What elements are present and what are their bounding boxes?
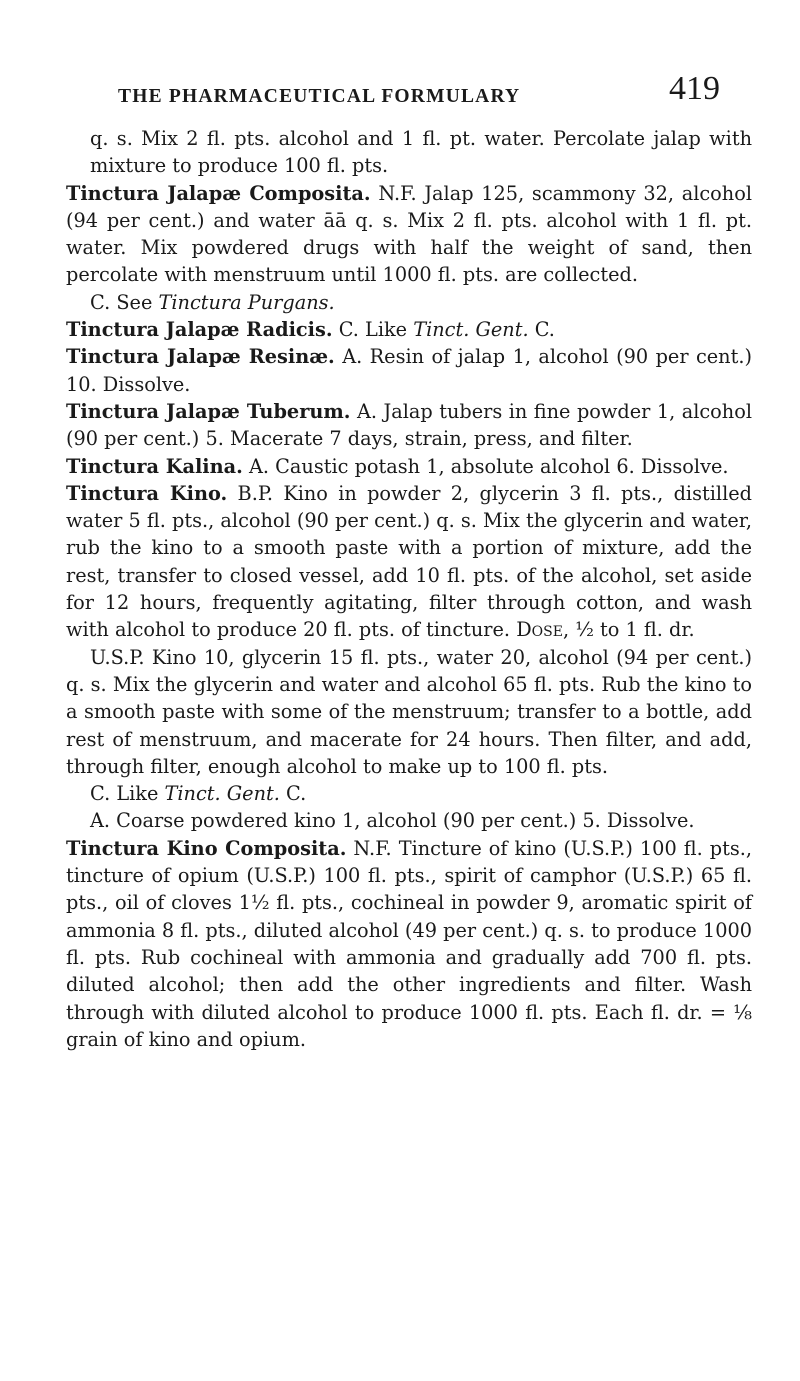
- entry-tinctura-kino-usp: [66, 644, 752, 780]
- entry-tinctura-kalina: [66, 453, 752, 480]
- entry-title: Tinctura Jalapæ Tuberum.: [66, 399, 351, 423]
- running-head: THE PHARMACEUTICAL FORMULARY: [118, 86, 521, 107]
- entry-text: N.F. Tincture of kino (U.S.P.) 100 fl. pts., tincture of opium (U.S.P.) 100 fl. pts., spirit of camphor (U.S.P.) 65 fl. pts., oil of cloves 1½ fl. pts., cochineal in powder 9, aromatic spirit of ammonia 8 fl. pts., diluted alcohol (49 per cent.) q. s. to produce 1000 fl. pts. Rub cochineal with ammonia and gradually add 700 fl. pts. diluted alcohol; then add the other ingredients and filter. Wash through with diluted alcohol to produce 1000 fl. pts. Each fl. dr. = ⅛ grain of kino and opium.: [66, 836, 752, 1051]
- crossref-target: Tinct. Gent.: [164, 782, 280, 806]
- entry-text: A. Resin of jalap 1, alcohol (90 per cent.) 10. Dissolve.: [66, 345, 752, 396]
- page-header: [110, 62, 720, 112]
- crossref-prefix: C. Like: [338, 318, 408, 342]
- entry-text: A. Jalap tubers in fine powder 1, alcohol (90 per cent.) 5. Macerate 7 days, strain, press, and filter.: [66, 399, 752, 451]
- continued-text: q. s. Mix 2 fl. pts. alcohol and 1 fl. pt. water. Percolate jalap with mixture to produce 100 fl. pts.: [90, 127, 752, 178]
- entry-text-a: A. Coarse powdered kino 1, alcohol (90 per cent.) 5. Dissolve.: [90, 809, 695, 833]
- entry-text-usp: U.S.P. Kino 10, glycerin 15 fl. pts., water 20, alcohol (94 per cent.) q. s. Mix the glycerin and water and alcohol 65 fl. pts. Rub the kino to a smooth paste with some of the menstruum; transfer to a bottle, add rest of menstruum, and macerate for 24 hours. Then filter, and add, through filter, enough alcohol to make up to 100 fl. pts.: [66, 645, 752, 778]
- entry-tinctura-jalapae-composita: [66, 180, 752, 316]
- page-number: 419: [669, 70, 720, 107]
- entry-title: Tinctura Kino Composita.: [66, 836, 347, 860]
- entry-text: N.F. Jalap 125, scammony 32, alcohol (94 per cent.) and water āā q. s. Mix 2 fl. pts. alcohol with 1 fl. pt. water. Mix powdered drugs with half the weight of sand, then percolate with menstruum until 1000 fl. pts. are collected.: [66, 181, 752, 287]
- dose-label: Dose,: [516, 618, 570, 642]
- entry-crossref: [66, 289, 752, 316]
- entry-tinctura-kino: [66, 480, 752, 644]
- formulary-text: [66, 125, 752, 1053]
- entry-tinctura-jalapae-resinae: [66, 343, 752, 398]
- entry-title: Tinctura Kalina.: [66, 454, 243, 478]
- entry-title: Tinctura Jalapæ Composita.: [66, 181, 371, 205]
- entry-tinctura-kino-a: [66, 807, 752, 834]
- crossref-prefix: C. Like: [90, 782, 159, 806]
- entry-title: Tinctura Jalapæ Resinæ.: [66, 345, 335, 369]
- entry-title: Tinctura Kino.: [66, 481, 228, 505]
- crossref-target: Tinctura Purgans.: [158, 290, 335, 314]
- entry-title: Tinctura Jalapæ Radicis.: [66, 318, 333, 342]
- crossref-target: Tinct. Gent.: [413, 318, 529, 342]
- entry-tinctura-jalapae-radicis: [66, 316, 752, 343]
- crossref-suffix: C.: [286, 782, 307, 806]
- entry-tinctura-kino-crossref: [66, 780, 752, 807]
- entry-tinctura-kino-composita: [66, 835, 752, 1053]
- entry-text: A. Caustic potash 1, absolute alcohol 6. Dissolve.: [249, 454, 729, 478]
- entry-text-bp: B.P. Kino in powder 2, glycerin 3 fl. pts., distilled water 5 fl. pts., alcohol (90 per cent.) q. s. Mix the glycerin and water, rub the kino to a smooth paste with a portion of mixture, add the rest, transfer to closed vessel, add 10 fl. pts. of the alcohol, set aside for 12 hours, frequently agitating, filter through cotton, and wash with alcohol to produce 20 fl. pts. of tincture.: [66, 481, 752, 642]
- crossref-suffix: C.: [534, 318, 555, 342]
- crossref-prefix: C. See: [90, 290, 153, 314]
- continued-entry: [66, 125, 752, 180]
- dose-text: ½ to 1 fl. dr.: [575, 618, 695, 642]
- entry-tinctura-jalapae-tuberum: [66, 398, 752, 453]
